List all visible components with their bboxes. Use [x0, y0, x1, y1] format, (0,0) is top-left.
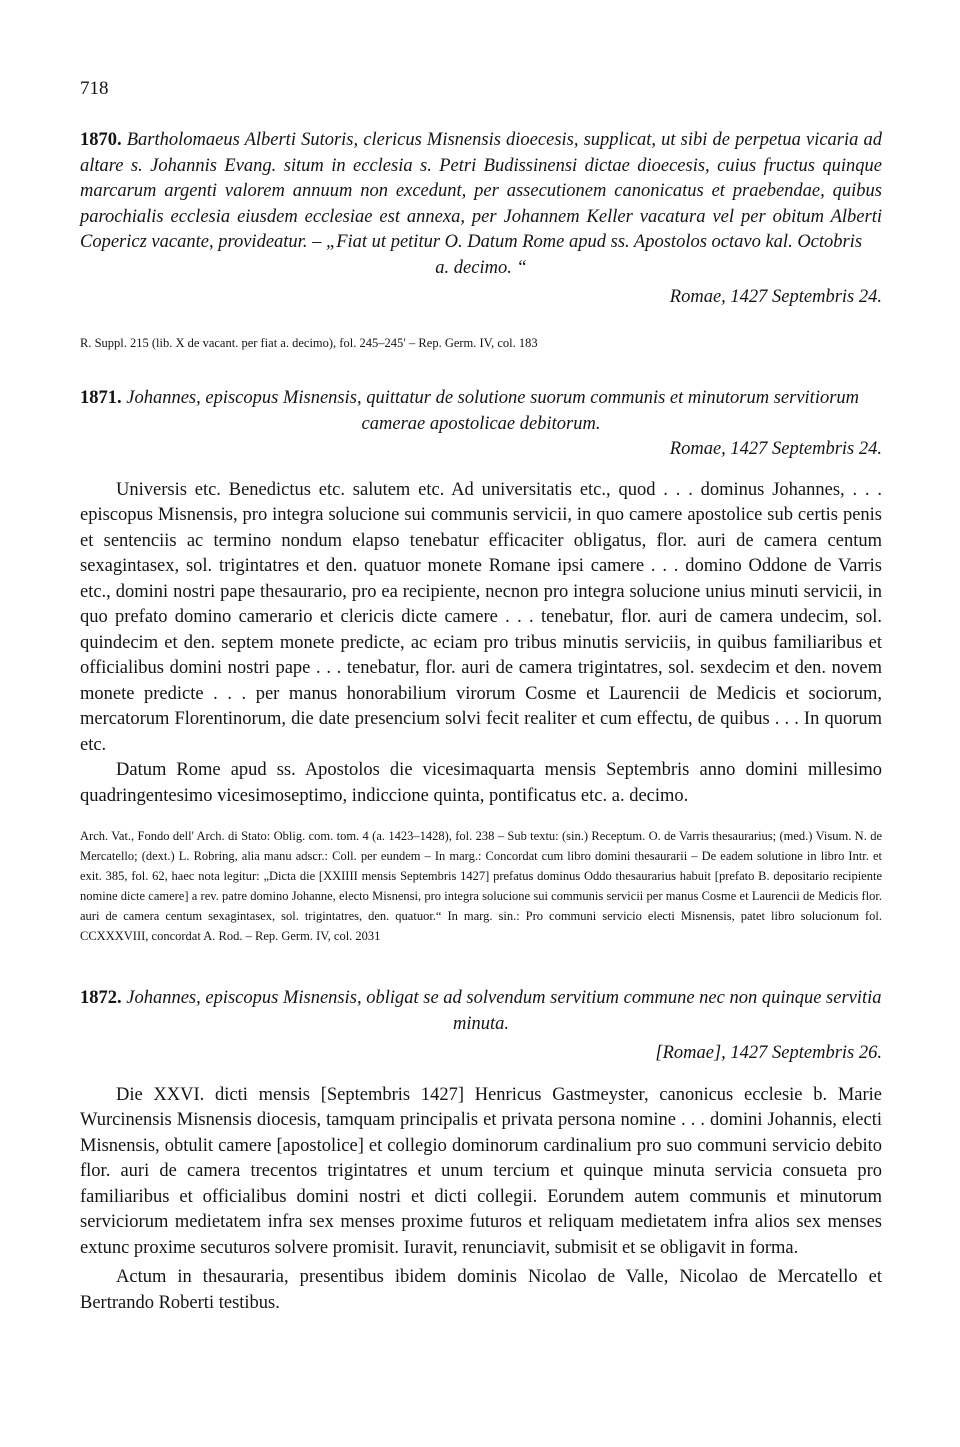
entry-source: Arch. Vat., Fondo dell' Arch. di Stato: Oblig. com. tom. 4 (a. 1423–1428), fol. 238 – Sub textu: (sin.) Receptum. O. de Varris thesaurarius; (med.) Visum. N. de Mercatello; (dext.) L. Robring, alia manu adscr.: Coll. per eundem – In marg.: Concordat cum libro domini thesaurarii – De eadem solutione in libro Intr. et exit. 385, fol. 62, haec nota legitur: „Dicta die [XXIIII mensis Septembris 1427] prefatus dominus Oddo thesaurarius habuit [prefato B. depositario recipiente nomine dicte camere] a rev. patre domino Johanne, electo Misnensi, pro integra solucione sui communis servicii per manus Cosme et Laurencii de Medicis flor. auri de camera centum sexagintasex, sol. trigintatres, den. quatuor.“ In marg. sin.: Pro communi servicio electi Misnensis, patet libro solucionum fol. CCXXXVIII, concordat A. Rod. – Rep. Germ. IV, col. 2031 [80, 829, 882, 943]
entry-heading-end: camerae apostolicae debitorum. [361, 413, 601, 434]
page-number: 718 [80, 78, 109, 99]
entry-paragraph: Datum Rome apud ss. Apostolos die vicesimaquarta mensis Septembris anno domini millesimo quadringentesimo vicesimoseptimo, indiccione quinta, pontificatus etc. a. decimo. [80, 760, 882, 806]
entry-heading [80, 986, 882, 1012]
entry-paragraph: Actum in thesauraria, presentibus ibidem dominis Nicolao de Valle, Nicolao de Mercatello et Bertrando Roberti testibus. [80, 1267, 882, 1313]
entry-heading-end: a. decimo. “ [435, 257, 527, 278]
entry-heading-text: Johannes, episcopus Misnensis, quittatur de solutione suorum communis et minutorum servitiorum [126, 388, 860, 408]
entry-1872 [80, 986, 882, 1316]
entry-heading-text: Johannes, episcopus Misnensis, obligat se ad solvendum servitium commune nec non quinque servitia [126, 988, 882, 1008]
entry-heading [80, 386, 882, 412]
entry-date: [Romae], 1427 Septembris 26. [655, 1043, 882, 1063]
entry-number: 1870. [80, 130, 122, 150]
entry-1870 [80, 128, 882, 353]
entry-source: R. Suppl. 215 (lib. X de vacant. per fiat a. decimo), fol. 245–245′ – Rep. Germ. IV, col. 183 [80, 335, 538, 350]
entry-number: 1872. [80, 988, 122, 1008]
entry-paragraph: Die XXVI. dicti mensis [Septembris 1427] Henricus Gastmeyster, canonicus ecclesie b. Marie Wurcinensis Misnensis diocesis, tamquam principalis et privata persona nomine . . . domini Johannis, electi Misnensis, obtulit camere [apostolice] et collegio dominorum cardinalium pro suo communi servicio debito flor. auri de camera trecentos trigintatres et unum tercium et quinque minuta servicia consueta pro familiaribus et officialibus domini nostri et dicti collegii. Eorundem autem communis et minutorum serviciorum medietatem infra sex menses proxime futuros et reliquam medietatem infra alios sex menses extunc proxime secuturos solvere promisit. Iuravit, renunciavit, submisit et se obligavit in forma. [80, 1084, 882, 1258]
entry-1871 [80, 386, 882, 946]
entry-date: Romae, 1427 Septembris 24. [669, 287, 882, 307]
entry-heading-text: Bartholomaeus Alberti Sutoris, clericus Misnensis dioecesis, supplicat, ut sibi de perpetua vicaria ad altare s. Johannis Evang. situm in ecclesia s. Petri Budissinensi dictae dioecesis, cuius fructus quinque marcarum argenti valorem annuum non excedunt, per assecutionem canonicatus et praebendae, quibus parochialis ecclesia eiusdem ecclesiae est annexa, per Johannem Keller vacatura vel per obitum Alberti Copericz vacante, provideatur. – „Fiat ut petitur O. Datum Rome apud ss. Apostolos octavo kal. Octobris [80, 130, 882, 252]
entry-date: Romae, 1427 Septembris 24. [669, 439, 882, 459]
entry-heading [80, 128, 882, 256]
entry-heading-end: minuta. [452, 1013, 509, 1034]
entry-number: 1871. [80, 388, 122, 408]
entry-paragraph: Universis etc. Benedictus etc. salutem etc. Ad universitatis etc., quod . . . dominus Johannes, . . . episcopus Misnensis, pro integra solucione sui communis servicii, in quo camere apostolice sub certis penis et sentenciis ac termino nondum elapso tenebatur efficaciter obligatus, flor. auri de camera centum sexagintasex, sol. trigintatres et den. quatuor monete Romane ipsi camere . . . domino Oddone de Varris etc., domini nostri pape thesaurario, pro ea recipiente, necnon pro integra solucione unius minuti servicii, in quo prefato domino camerario et clericis dicte camere . . . tenebatur, flor. auri de camera undecim, sol. quindecim et den. septem monete predicte, ac eciam pro tribus minutis serviciis, in quibus familiaribus et officialibus domini nostri pape . . . tenebatur, flor. auri de camera trigintatres, sol. sexdecim et den. novem monete predicte . . . per manus honorabilium virorum Cosme et Laurencii de Medicis et sociorum, mercatorum Florentinorum, die date presencium solvi fecit realiter et cum effectu, de quibus . . . In quorum etc. [80, 479, 882, 755]
